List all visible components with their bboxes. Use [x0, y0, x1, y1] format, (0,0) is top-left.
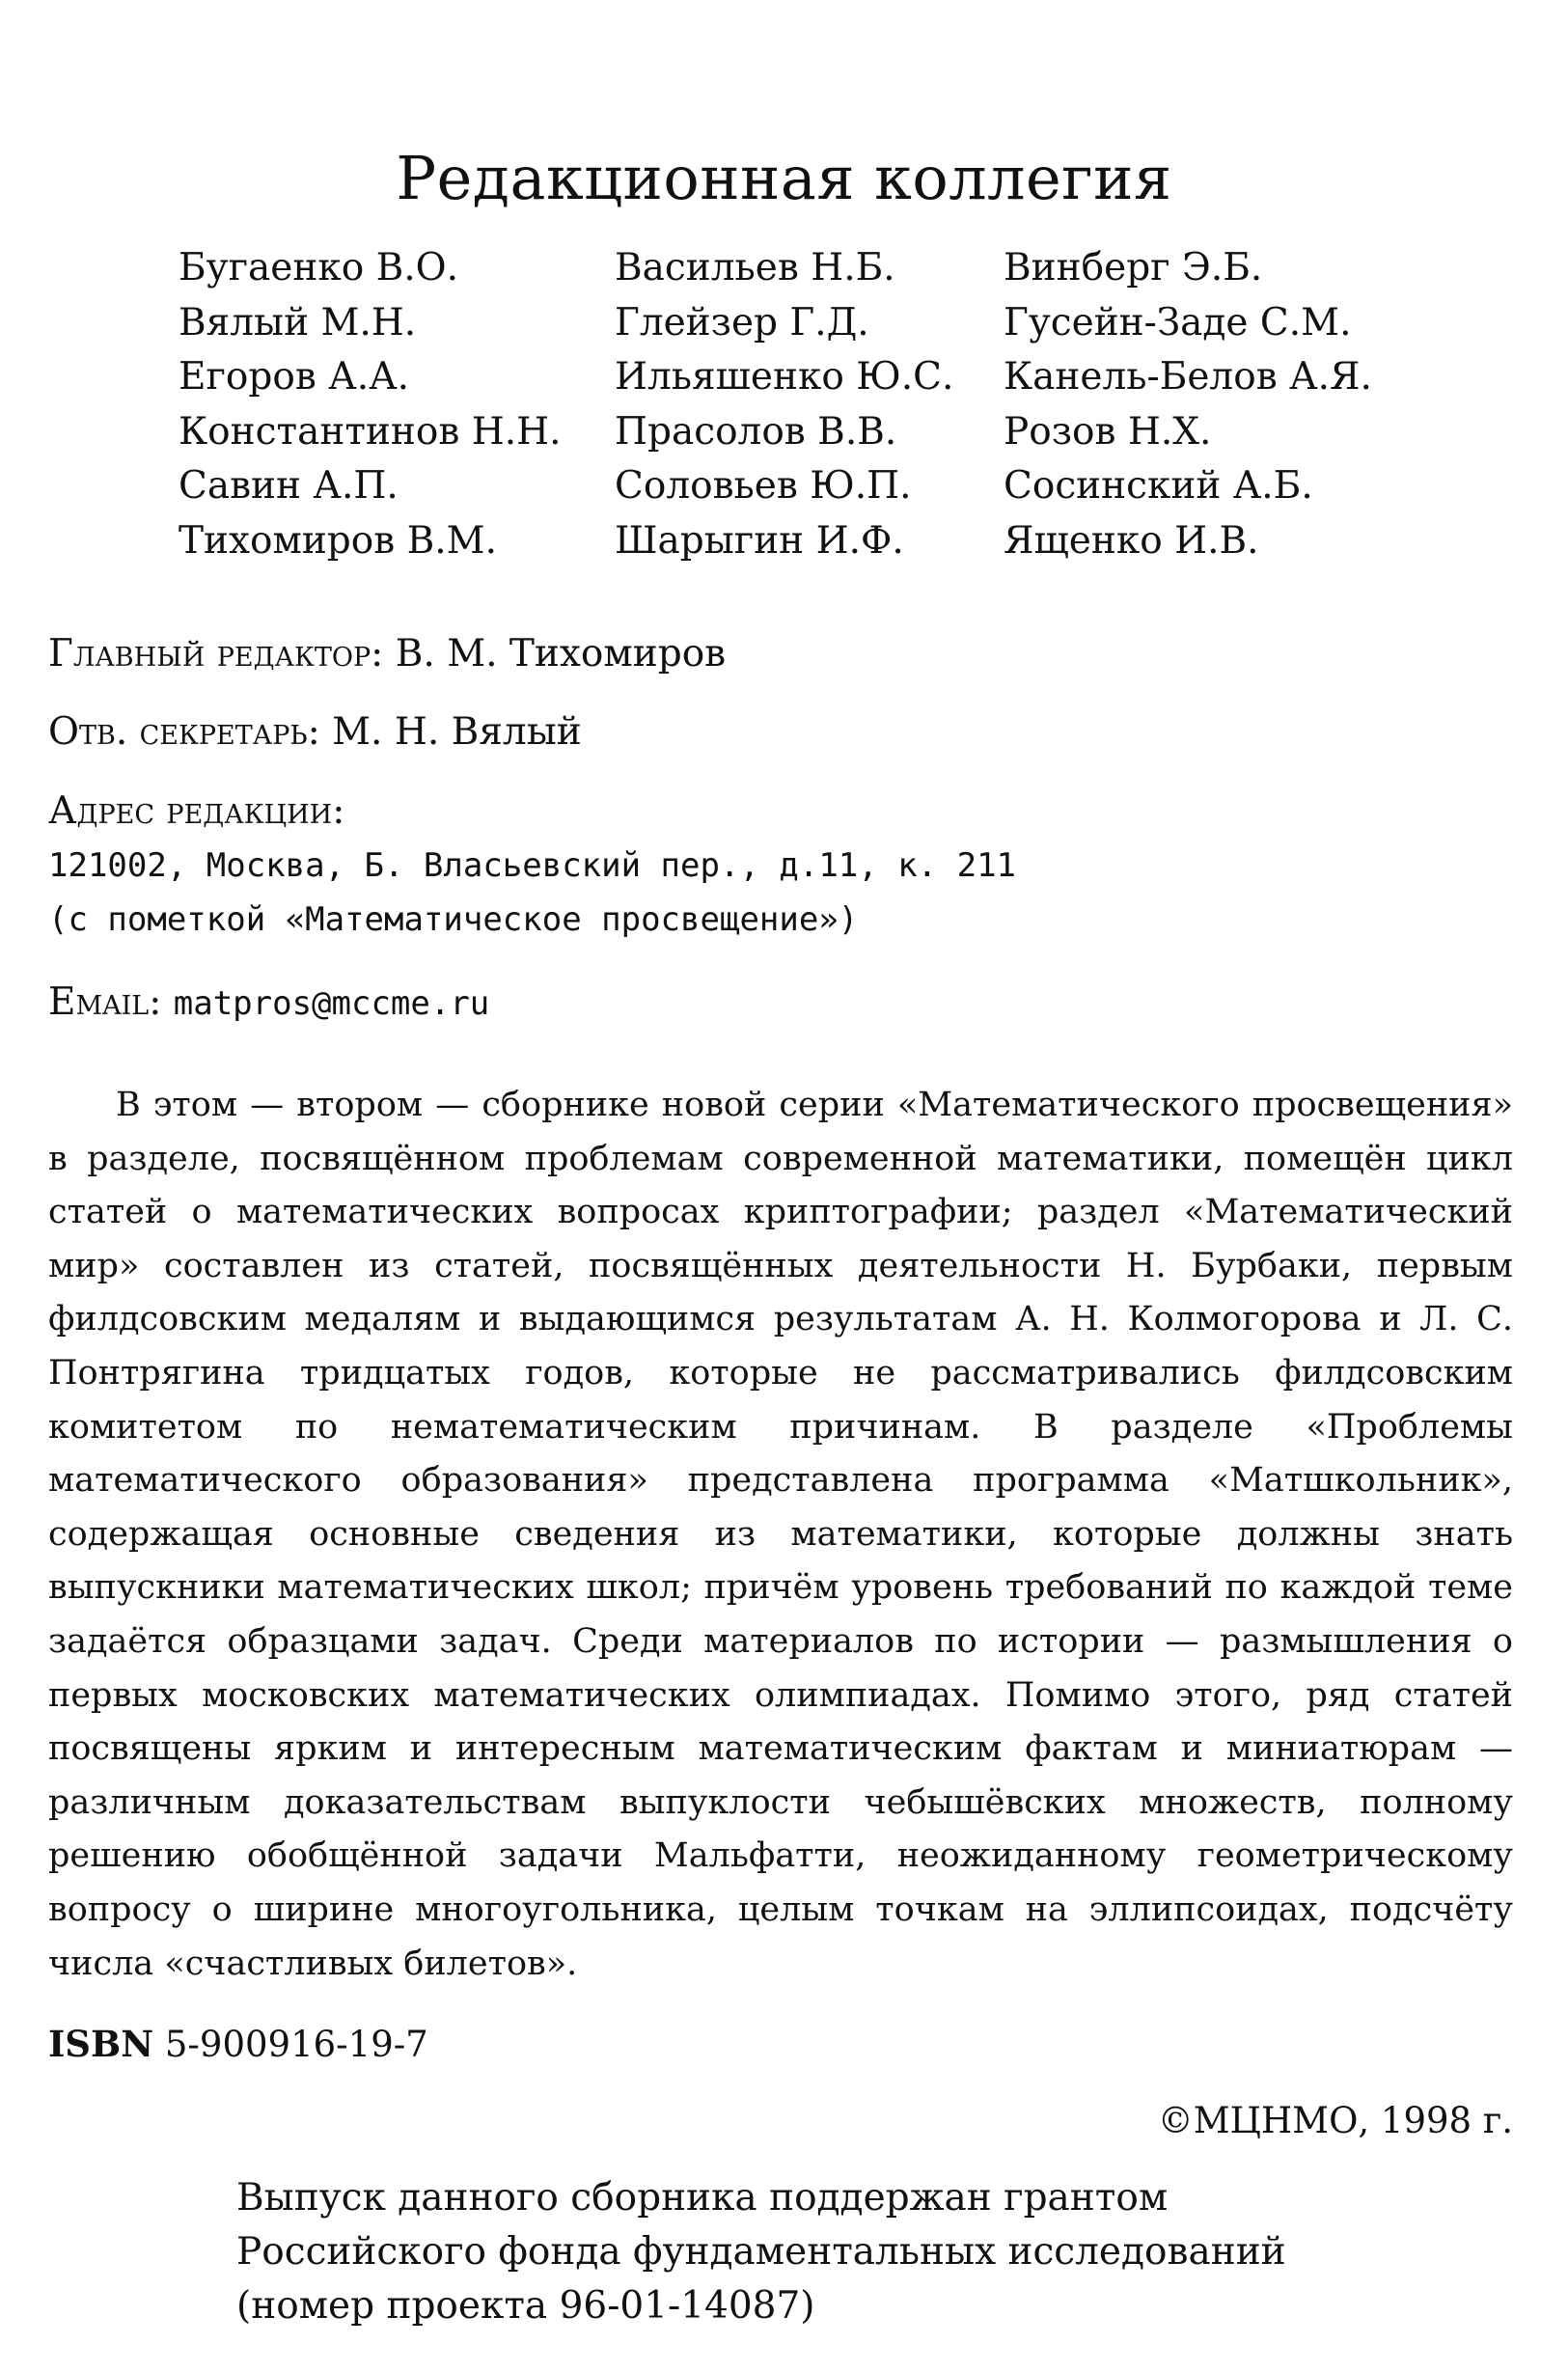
board-member: Шарыгин И.Ф.	[615, 518, 904, 563]
board-member: Егоров А.А.	[179, 355, 410, 399]
address-line-2: (с пометкой «Математическое просвещение»)	[48, 900, 859, 939]
board-member: Савин А.П.	[179, 464, 399, 508]
secretary-label: Отв. секретарь:	[48, 710, 320, 754]
grant-line-3: (номер проекта 96-01-14087)	[236, 2284, 815, 2328]
page-title: Редакционная коллегия	[396, 143, 1172, 213]
email-address: matpros@mccme.ru	[173, 984, 490, 1023]
isbn-label: ISBN	[48, 2023, 154, 2065]
board-member: Ильяшенко Ю.С.	[615, 355, 954, 399]
board-member: Васильев Н.Б.	[615, 246, 895, 290]
board-member: Винберг Э.Б.	[1004, 246, 1263, 290]
email-label: Email:	[48, 980, 162, 1024]
chief-editor-line	[48, 627, 726, 681]
email-line	[48, 976, 489, 1031]
board-member: Прасолов В.В.	[615, 409, 897, 454]
board-member: Бугаенко В.О.	[179, 246, 459, 290]
abstract-paragraph: В этом — втором — сборнике новой серии «Математического просвещения» в разделе, посвящённом проблемам современной математики, помещён цикл статей о математических вопросах криптографии; раздел «Математический мир» составлен из статей, посвящённых деятельности Н. Бурбаки, первым филдсовским медалям и выдающимся результатам А. Н. Колмогорова и Л. С. Понтрягина тридцатых годов, которые не рассматривались филдсовским комитетом по нематематическим причинам. В разделе «Проблемы математического образования» представлена программа «Матшкольник», содержащая основные сведения из математики, которые должны знать выпускники математических школ; причём уровень требований по каждой теме задаётся образцами задач. Среди материалов по истории — размышления о первых московских математических олимпиадах. Помимо этого, ряд статей посвящены ярким и интересным математическим фактам и миниатюрам — различным доказательствам выпуклости чебышёвских множеств, полному решению обобщённой задачи Мальфатти, неожиданному геометрическому вопросу о ширине многоугольника, целым точкам на эллипсоидах, подсчёту числа «счастливых билетов».	[48, 1086, 1513, 1983]
grant-notice	[236, 2171, 1286, 2333]
board-member: Ященко И.В.	[1004, 518, 1259, 563]
secretary-name: М. Н. Вялый	[332, 710, 582, 754]
isbn-line	[48, 2017, 428, 2072]
chief-editor-label: Главный редактор:	[48, 632, 384, 676]
address-line-1: 121002, Москва, Б. Власьевский пер., д.11, к. 211	[48, 846, 1017, 885]
isbn-number: 5-900916-19-7	[164, 2024, 428, 2065]
copyright-notice: ©МЦНМО, 1998 г.	[1157, 2100, 1513, 2141]
board-member: Тихомиров В.М.	[179, 518, 497, 563]
board-member: Вялый М.Н.	[179, 300, 417, 345]
board-member: Глейзер Г.Д.	[615, 300, 869, 345]
board-column-1	[179, 241, 562, 568]
secretary-line	[48, 705, 582, 759]
board-member: Розов Н.Х.	[1004, 409, 1212, 454]
board-column-3	[1004, 241, 1372, 568]
board-member: Гусейн-Заде С.М.	[1004, 300, 1352, 345]
address-label: Адрес редакции:	[48, 789, 345, 833]
address-block	[48, 785, 1016, 947]
board-member: Сосинский А.Б.	[1004, 464, 1313, 508]
grant-line-2: Российского фонда фундаментальных исследований	[236, 2230, 1286, 2274]
board-column-2	[615, 241, 953, 568]
board-member: Канель-Белов А.Я.	[1004, 355, 1372, 399]
chief-editor-name: В. М. Тихомиров	[395, 632, 727, 676]
board-member: Соловьев Ю.П.	[615, 464, 912, 508]
board-member: Константинов Н.Н.	[179, 409, 562, 454]
grant-line-1: Выпуск данного сборника поддержан грантом	[236, 2176, 1169, 2220]
